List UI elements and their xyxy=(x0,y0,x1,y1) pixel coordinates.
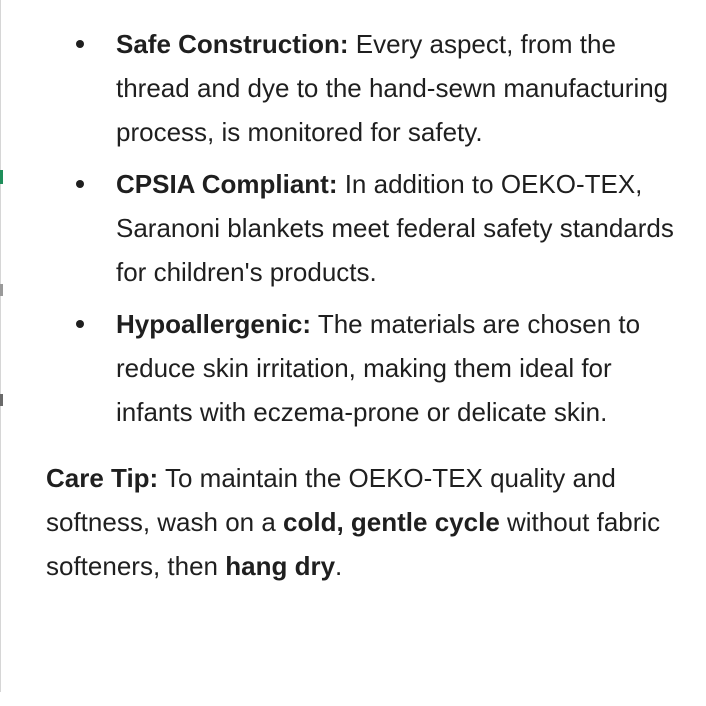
care-tip-emphasis: hang dry xyxy=(225,551,336,581)
list-item-label: Safe Construction: xyxy=(116,29,349,59)
list-item-text: In addition to OEKO-TEX, Saranoni blankets meet federal safety standards for children's products. xyxy=(116,169,674,287)
bullet-icon xyxy=(76,180,84,188)
left-edge-accent-mark xyxy=(0,170,3,184)
list-item-safe-construction xyxy=(46,22,686,154)
feature-list xyxy=(46,22,686,434)
article-content xyxy=(46,22,686,588)
left-edge-mark xyxy=(0,284,3,296)
list-item-hypoallergenic xyxy=(46,302,686,434)
left-border-rule xyxy=(0,0,1,692)
care-tip-text: . xyxy=(335,551,343,581)
care-tip-label: Care Tip: xyxy=(46,463,159,493)
bullet-icon xyxy=(76,40,84,48)
left-edge-mark xyxy=(0,394,3,406)
list-item-text: Every aspect, from the thread and dye to the hand-sewn manufacturing process, is monitored for safety. xyxy=(116,29,669,147)
care-tip-text: without fabric softeners, then xyxy=(46,507,661,581)
care-tip-emphasis: cold, gentle cycle xyxy=(283,507,500,537)
list-item-cpsia-compliant xyxy=(46,162,686,294)
list-item-text: The materials are chosen to reduce skin irritation, making them ideal for infants with eczema-prone or delicate skin. xyxy=(116,309,641,427)
list-item-label: Hypoallergenic: xyxy=(116,309,312,339)
bullet-icon xyxy=(76,320,84,328)
care-tip-text: To maintain the OEKO-TEX quality and softness, wash on a xyxy=(46,463,616,537)
list-item-label: CPSIA Compliant: xyxy=(116,169,338,199)
care-tip-paragraph xyxy=(46,456,686,588)
